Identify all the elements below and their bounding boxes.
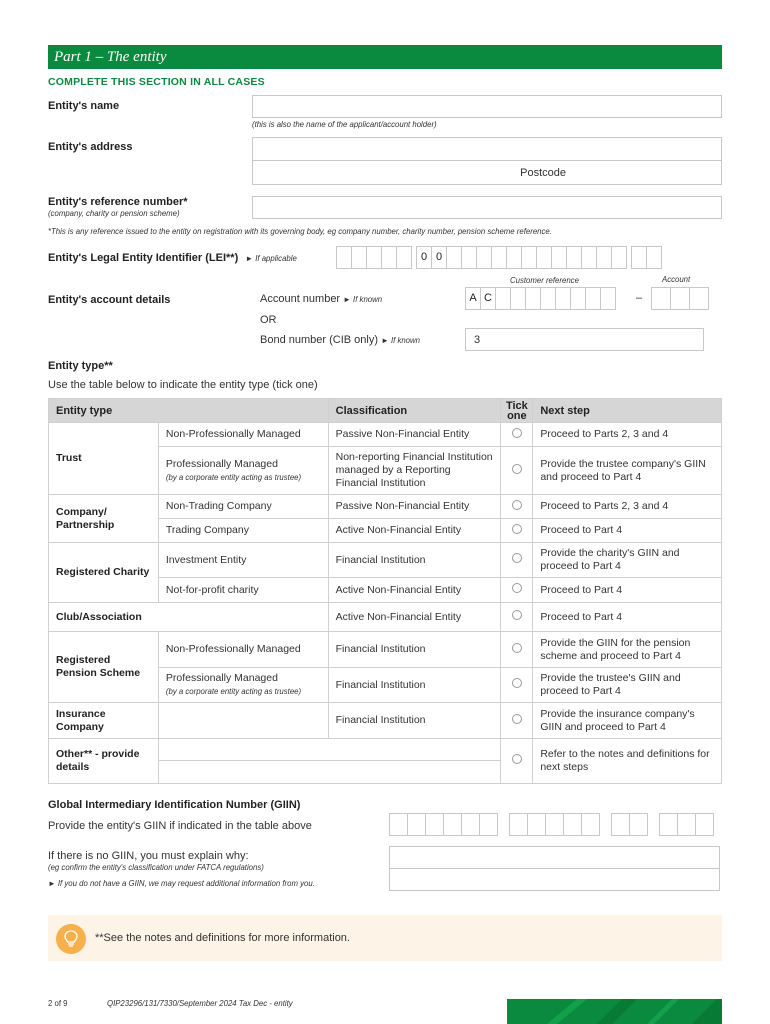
lei-cell[interactable] — [336, 246, 352, 269]
sub-type: Not-for-profit charity — [158, 578, 328, 603]
no-giin-sub: (eg confirm the entity's classification under FATCA regulations) — [48, 863, 264, 872]
entity-trust: Trust — [49, 423, 159, 495]
entity-name-label: Entity's name — [48, 100, 120, 112]
part-title: Part 1 – The entity — [48, 45, 722, 69]
header-entity-type: Entity type — [49, 399, 329, 423]
lei-cell[interactable] — [646, 246, 662, 269]
account-cell[interactable] — [570, 287, 586, 310]
tick-radio[interactable] — [512, 428, 522, 438]
giin-cell[interactable] — [527, 813, 546, 836]
bond-if-known: ► If known — [381, 336, 420, 345]
account-dash: – — [636, 292, 643, 304]
account-cell[interactable] — [585, 287, 601, 310]
giin-cells[interactable] — [389, 813, 713, 836]
entity-name-input[interactable] — [252, 95, 722, 118]
account-suffix-cell[interactable] — [670, 287, 690, 310]
sub-type-note: (by a corporate entity acting as trustee) — [165, 687, 302, 696]
address-line-2-input[interactable] — [252, 160, 722, 185]
entity-insurance: Insurance Company — [49, 703, 159, 739]
document-code: QIP23296/131/7330/September 2024 Tax Dec - entity — [107, 999, 293, 1008]
account-suffix-cells[interactable] — [651, 287, 708, 310]
next-step: Proceed to Part 4 — [533, 603, 722, 632]
table-row — [49, 423, 722, 447]
account-cell-prefix[interactable]: A — [465, 287, 481, 310]
giin-heading: Global Intermediary Identification Number (GIIN) — [48, 799, 301, 811]
tick-radio[interactable] — [512, 524, 522, 534]
no-giin-reason-input-2[interactable] — [389, 868, 720, 891]
entity-type-table — [48, 398, 722, 784]
entity-charity: Registered Charity — [49, 543, 159, 603]
giin-cell[interactable] — [629, 813, 648, 836]
sub-type: Investment Entity — [158, 543, 328, 578]
lei-cell[interactable] — [366, 246, 382, 269]
next-step: Proceed to Parts 2, 3 and 4 — [533, 423, 722, 447]
entity-address-label: Entity's address — [48, 141, 133, 153]
lei-cell[interactable] — [446, 246, 462, 269]
other-details-input-1[interactable] — [158, 739, 500, 761]
account-cell[interactable] — [555, 287, 571, 310]
entity-company: Company/ Partnership — [49, 495, 159, 543]
giin-cell[interactable] — [695, 813, 714, 836]
account-cell[interactable] — [510, 287, 526, 310]
classification: Active Non-Financial Entity — [328, 603, 501, 632]
address-line-1-input[interactable] — [252, 137, 722, 161]
other-details-input-2[interactable] — [158, 761, 500, 784]
lei-cell[interactable] — [521, 246, 537, 269]
next-step: Proceed to Part 4 — [533, 519, 722, 543]
sub-type: Professionally Managed (by a corporate entity acting as trustee) — [158, 668, 328, 703]
next-step: Refer to the notes and definitions for next steps — [533, 739, 722, 784]
tick-radio[interactable] — [512, 500, 522, 510]
account-cell[interactable] — [525, 287, 541, 310]
section-subtitle: COMPLETE THIS SECTION IN ALL CASES — [48, 76, 265, 88]
entity-name-note: (this is also the name of the applicant/account holder) — [252, 120, 437, 129]
lei-cell[interactable] — [476, 246, 492, 269]
giin-instruction: Provide the entity's GIIN if indicated in the table above — [48, 820, 312, 832]
entity-reference-input[interactable] — [252, 196, 722, 219]
account-number-label: Account number ► If known — [260, 293, 383, 305]
classification: Financial Institution — [328, 668, 501, 703]
giin-cell[interactable] — [611, 813, 630, 836]
tick-radio[interactable] — [512, 583, 522, 593]
lei-cell[interactable] — [381, 246, 397, 269]
giin-cell[interactable] — [389, 813, 408, 836]
giin-cell[interactable] — [677, 813, 696, 836]
bond-number-label: Bond number (CIB only) ► If known — [260, 334, 420, 346]
account-suffix-cell[interactable] — [689, 287, 709, 310]
table-row — [49, 543, 722, 578]
lightbulb-icon — [56, 924, 86, 954]
postcode-label: Postcode — [520, 167, 566, 179]
account-number-cells[interactable] — [465, 287, 615, 310]
entity-reference-label: Entity's reference number* — [48, 196, 188, 208]
tick-radio[interactable] — [512, 610, 522, 620]
no-giin-label: If there is no GIIN, you must explain why: — [48, 850, 249, 862]
table-row — [49, 632, 722, 668]
lei-cell[interactable] — [581, 246, 597, 269]
tick-radio[interactable] — [512, 553, 522, 563]
footer-decoration — [507, 999, 722, 1024]
giin-cell[interactable] — [443, 813, 462, 836]
giin-cell[interactable] — [479, 813, 498, 836]
giin-cell[interactable] — [659, 813, 678, 836]
tick-radio[interactable] — [512, 464, 522, 474]
table-row — [49, 739, 722, 761]
classification: Financial Institution — [328, 632, 501, 668]
classification: Financial Institution — [328, 543, 501, 578]
account-cell[interactable] — [495, 287, 511, 310]
bond-prefix: 3 — [474, 334, 481, 346]
classification: Active Non-Financial Entity — [328, 578, 501, 603]
giin-cell[interactable] — [545, 813, 564, 836]
lei-cell-prefix[interactable]: 0 — [416, 246, 432, 269]
next-step: Provide the trustee's GIIN and proceed to Part 4 — [533, 668, 722, 703]
header-next-step: Next step — [533, 399, 722, 423]
account-caption: Account — [662, 275, 691, 284]
account-if-known: ► If known — [343, 295, 383, 304]
lei-cell[interactable] — [461, 246, 477, 269]
next-step: Proceed to Part 4 — [533, 578, 722, 603]
lei-cell[interactable] — [596, 246, 612, 269]
table-row — [49, 703, 722, 739]
sub-type: Non-Professionally Managed — [158, 632, 328, 668]
table-row — [49, 495, 722, 519]
lei-label-row — [48, 252, 297, 264]
sub-type-note: (by a corporate entity acting as trustee) — [165, 472, 302, 482]
classification: Active Non-Financial Entity — [328, 519, 501, 543]
giin-note: ► If you do not have a GIIN, we may request additional information from you. — [48, 879, 315, 888]
tick-radio[interactable] — [512, 714, 522, 724]
giin-cell[interactable] — [425, 813, 444, 836]
lei-cell[interactable] — [631, 246, 647, 269]
classification: Passive Non-Financial Entity — [328, 495, 501, 519]
page-number: 2 of 9 — [48, 999, 68, 1008]
lei-cell-prefix[interactable]: 0 — [431, 246, 447, 269]
account-cell[interactable] — [600, 287, 616, 310]
lei-cell[interactable] — [551, 246, 567, 269]
next-step: Provide the insurance company's GIIN and proceed to Part 4 — [533, 703, 722, 739]
lei-cells[interactable] — [336, 246, 661, 269]
tick-radio[interactable] — [512, 754, 522, 764]
giin-cell[interactable] — [407, 813, 426, 836]
sub-type — [158, 703, 328, 739]
no-giin-reason-input-1[interactable] — [389, 846, 720, 869]
account-details-label: Entity's account details — [48, 294, 171, 306]
lei-cell[interactable] — [566, 246, 582, 269]
next-step: Provide the charity's GIIN and proceed to Part 4 — [533, 543, 722, 578]
next-step: Provide the trustee company's GIIN and proceed to Part 4 — [533, 447, 722, 495]
classification: Non-reporting Financial Institution managed by a Reporting Financial Institution — [328, 447, 501, 495]
tick-radio[interactable] — [512, 678, 522, 688]
sub-type: Non-Trading Company — [158, 495, 328, 519]
next-step: Provide the GIIN for the pension scheme and proceed to Part 4 — [533, 632, 722, 668]
sub-type: Trading Company — [158, 519, 328, 543]
entity-type-instruction: Use the table below to indicate the entity type (tick one) — [48, 379, 318, 391]
sub-type: Non-Professionally Managed — [158, 423, 328, 447]
giin-cell[interactable] — [563, 813, 582, 836]
or-label: OR — [260, 314, 277, 326]
account-cell-prefix[interactable]: C — [480, 287, 496, 310]
lei-label: Entity's Legal Entity Identifier (LEI**) — [48, 252, 239, 264]
entity-pension: Registered Pension Scheme — [49, 632, 159, 703]
account-suffix-cell[interactable] — [651, 287, 671, 310]
sub-type: Professionally Managed (by a corporate entity acting as trustee) — [158, 447, 328, 495]
header-classification: Classification — [328, 399, 501, 423]
account-cell[interactable] — [540, 287, 556, 310]
lei-cell[interactable] — [611, 246, 627, 269]
lei-cell[interactable] — [506, 246, 522, 269]
entity-club: Club/Association — [49, 603, 329, 632]
header-tick-one: Tick one — [501, 399, 533, 423]
giin-cell[interactable] — [581, 813, 600, 836]
lei-cell[interactable] — [396, 246, 412, 269]
lei-cell[interactable] — [491, 246, 507, 269]
table-row — [49, 603, 722, 632]
giin-cell[interactable] — [509, 813, 528, 836]
tick-radio[interactable] — [512, 643, 522, 653]
classification: Financial Institution — [328, 703, 501, 739]
entity-reference-sub: (company, charity or pension scheme) — [48, 209, 180, 218]
lei-cell[interactable] — [351, 246, 367, 269]
classification: Passive Non-Financial Entity — [328, 423, 501, 447]
entity-other: Other** - provide details — [49, 739, 159, 784]
entity-type-heading: Entity type** — [48, 360, 113, 372]
bond-number-input[interactable] — [465, 328, 704, 351]
lei-cell[interactable] — [536, 246, 552, 269]
customer-reference-caption: Customer reference — [510, 276, 579, 285]
giin-cell[interactable] — [461, 813, 480, 836]
reference-footnote: *This is any reference issued to the entity on registration with its governing body, eg company number, charity number, pension scheme reference. — [48, 227, 552, 236]
notes-text: **See the notes and definitions for more information. — [95, 932, 350, 944]
next-step: Proceed to Parts 2, 3 and 4 — [533, 495, 722, 519]
lei-hint: ► If applicable — [245, 254, 297, 263]
